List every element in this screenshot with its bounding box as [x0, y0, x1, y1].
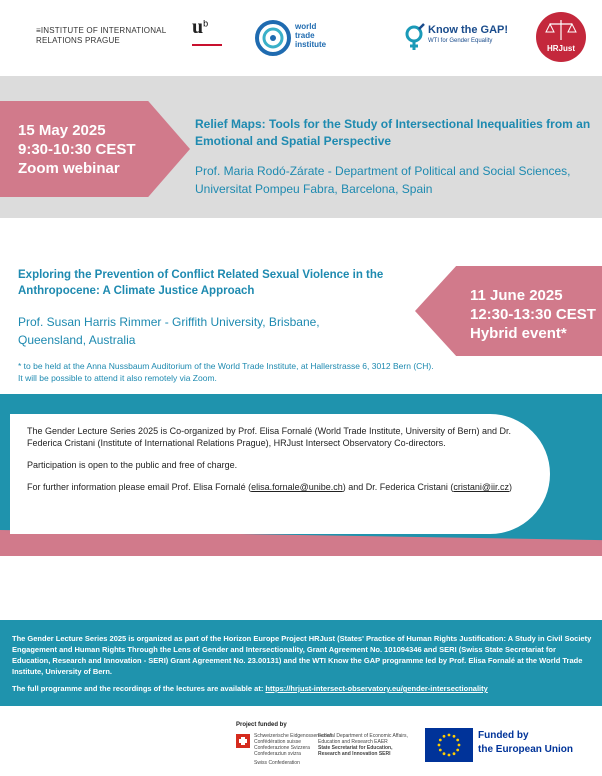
event1-format: Zoom webinar	[18, 160, 120, 177]
wti-logo-icon	[255, 20, 291, 56]
know-the-gap-title: Know the GAP!	[428, 24, 509, 36]
event1-title: Relief Maps: Tools for the Study of Intersectional Inequalities from an Emotional and Spatial Perspective	[195, 117, 591, 148]
email-link-cristani[interactable]: cristani@iir.cz	[453, 482, 509, 492]
seri-line3: State Secretariat for Education,	[318, 745, 393, 751]
programme-link[interactable]: https://hrjust-intersect-observatory.eu/gender-intersectionality	[265, 684, 488, 693]
contact-paragraph	[27, 481, 537, 493]
iir-logo-line1: ≡INSTITUTE OF INTERNATIONAL	[36, 26, 167, 35]
eu-line2: the European Union	[478, 744, 573, 755]
contact-prefix: For further information please email Prof. Elisa Fornalé (	[27, 482, 252, 492]
swiss-line4: Confederaziun svizra	[254, 751, 301, 757]
event2-title: Exploring the Prevention of Conflict Related Sexual Violence in the Anthropocene: A Climate Justice Approach	[18, 269, 384, 297]
wti-logo	[255, 20, 365, 56]
event2-venue-note: * to be held at the Anna Nussbaum Auditorium of the World Trade Institute, at Hallerstrasse 6, 3012 Bern (CH). It will be possible to attend it also remotely via Zoom.	[18, 361, 434, 383]
wti-logo-text	[295, 22, 326, 49]
swiss-line2: Confédération suisse	[254, 739, 301, 745]
organizers-paragraph: The Gender Lecture Series 2025 is Co-organized by Prof. Elisa Fornalé (World Trade Institute, University of Bern) and Dr. Federica Cristani (Institute of International Relations Prague), HRJust Intersect Observatory Co-directors.	[27, 426, 512, 448]
swiss-cross-vertical	[241, 737, 245, 745]
iir-logo-line2: RELATIONS PRAGUE	[36, 36, 120, 45]
programme-paragraph	[12, 683, 592, 694]
know-the-gap-subtitle: WTI for Gender Equality	[428, 38, 493, 44]
contact-suffix: )	[509, 482, 512, 492]
project-funded-by-label: Project funded by	[236, 722, 287, 728]
seri-line1: Federal Department of Economic Affairs,	[318, 733, 408, 739]
wti-logo-line2: trade	[295, 31, 315, 40]
event2-speaker: Prof. Susan Harris Rimmer - Griffith University, Brisbane, Queensland, Australia	[18, 315, 320, 347]
event2-date: 11 June 2025	[470, 287, 563, 304]
participation-paragraph: Participation is open to the public and free of charge.	[27, 460, 238, 470]
wti-logo-line3: institute	[295, 40, 327, 49]
scales-icon	[536, 12, 586, 46]
email-link-fornale[interactable]: elisa.fornale@unibe.ch	[251, 482, 343, 492]
eu-line1: Funded by	[478, 730, 529, 741]
unibe-logo-b: b	[203, 18, 209, 29]
gender-symbol-icon	[404, 22, 426, 52]
iir-logo	[36, 26, 166, 46]
unibe-logo-u: u	[192, 16, 204, 38]
eu-funding-text	[478, 729, 573, 757]
event1-time: 9:30-10:30 CEST	[18, 141, 136, 158]
swiss-line1: Schweizerische Eidgenossenschaft	[254, 733, 333, 739]
event1-date-block	[18, 121, 136, 178]
project-description: The Gender Lecture Series 2025 is organized as part of the Horizon Europe Project HRJust (States' Practice of Human Rights Justification: A Study in Civil Society Engagement and Human Rights Through the Lens of Gender and Intersectionality, Grant Agreement No. 101094346 and SERI (Swiss State Secretariat for Education, Research and Innovation - SERI) Grant Agreement No. 23.00131) and the WTI Know the GAP programme led by Prof. Elisa Fornalé at the World Trade Institute, University of Bern.	[12, 634, 592, 676]
event2-date-block	[470, 286, 596, 343]
info-card-text	[27, 425, 537, 503]
event2-time: 12:30-13:30 CEST	[470, 306, 596, 323]
seri-line2: Education and Research EAER	[318, 739, 388, 745]
event1-speaker: Prof. Maria Rodó-Zárate - Department of Political and Social Sciences, Universitat Pompeu Fabra, Barcelona, Spain	[195, 164, 571, 196]
event2-format: Hybrid event*	[470, 325, 567, 342]
project-info-text	[12, 633, 592, 700]
eu-stars-icon	[425, 728, 473, 762]
swiss-line3: Confederazione Svizzera	[254, 745, 310, 751]
contact-mid: ) and Dr. Federica Cristani (	[342, 482, 454, 492]
eu-flag-icon	[425, 728, 473, 762]
hrjust-logo-text: HRJust	[546, 44, 575, 53]
seri-text	[318, 733, 408, 757]
unibe-logo-underline	[192, 44, 222, 46]
programme-prefix: The full programme and the recordings of the lectures are available at:	[12, 684, 266, 693]
wti-logo-line1: world	[295, 22, 317, 31]
seri-line4: Research and Innovation SERI	[318, 751, 391, 757]
decorative-white-gap	[0, 556, 602, 620]
hrjust-logo	[536, 12, 586, 62]
know-the-gap-logo	[404, 22, 514, 52]
event1-date: 15 May 2025	[18, 122, 106, 139]
unibe-logo	[192, 16, 224, 52]
swiss-bottom: Swiss Confederation	[254, 760, 300, 766]
